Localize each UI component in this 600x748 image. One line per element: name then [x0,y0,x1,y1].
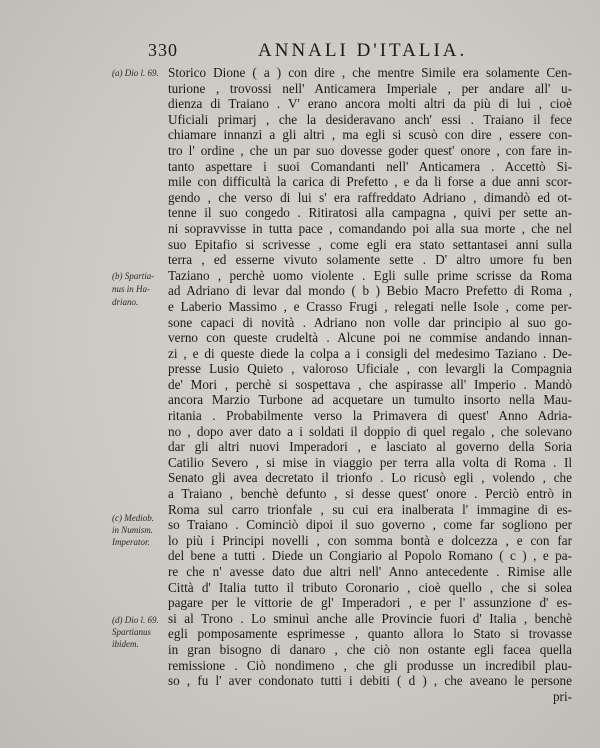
text-line: del bene a tutti . Diede un Congiario al Popolo Romano ( c ) , e pa- [168,548,572,564]
text-line: re che n' avesse dato due altri nell' Anno antecedente . Rimise alle [168,564,572,579]
margin-note: driano. [112,297,139,307]
text-line: sone capaci di novità . Adriano non volle dar principio al suo go- [168,314,572,330]
text-line: tro l' ordine , che un par suo dovesse goder quest' onore , con fare in- [168,142,572,158]
text-line: suo Epitafio si scrivesse , come egli era stato settantasei anni sulla [168,236,572,252]
text-line: egli pomposamente esprimesse , quanto allora lo Stato si trovasse [168,626,572,642]
text-line: Città d' Italia tutto il tributo Coronario , cioè quello , che si solea [168,579,572,595]
text-line: ad Adriano di levar dal mondo ( b ) Bebio Macro Prefetto di Roma , [168,283,572,299]
running-title: ANNALI D'ITALIA. [258,40,468,61]
margin-note: ibidem. [112,639,139,649]
text-line: ritania . Probabilmente verso la Primavera di quest' Anno Adria- [168,408,572,424]
text-line: Senato gli avea decretato il trionfo . Lo ricusò egli , volendo , che [168,470,572,486]
text-line: ancora Marzio Turbone ad acquetare un tumulto insorto nella Mau- [168,392,572,408]
margin-note: Spartianus [112,627,152,637]
text-line: remissione . Ciò nondimeno , che gli produsse un incredibil plau- [168,657,572,673]
text-line: Storico Dione ( a ) con dire , che mentre Simile era solamente Cen- [168,65,572,80]
margin-note: nus in Ha- [112,284,150,294]
text-line: e Laberio Massimo , e Crasso Frugi , relegati nelle Isole , come per- [168,298,572,314]
text-line: verno con queste crudeltà . Alcune poi ne commise andando innan- [168,330,572,346]
margin-note: (c) Mediob. [112,513,154,523]
margin-note: (a) Dio l. 69. [112,68,159,78]
text-line: turione , trovossi nell' Anticamera Imperiale , per andare all' u- [168,80,572,96]
text-line: so , fu l' aver condonato tutti i debiti ( d ) , che aveano le persone [168,673,572,689]
text-line: de' Mori , perchè si sospettava , che aspirasse all' Imperio . Mandò [168,376,572,392]
margin-note: (d) Dio l. 69. [112,615,159,625]
text-line: terra , ed esserne vivuto solamente sette . D' altro umore fu ben [168,252,572,268]
text-line: a Traiano , benchè defunto , si desse quest' onore . Perciò entrò in [168,486,572,502]
text-line: tenne il suo congedo . Ritiratosi alla campagna , quivi per sette an- [168,205,572,221]
text-line: presse Lusio Quieto , valoroso Uficiale , con levargli la Compagnia [168,361,572,377]
text-line: chiamare innanzi a gli altri , ma egli si scusò con dire , essere con- [168,127,572,143]
text-line: pagare per le vittorie de gl' Imperadori , e per l' assunzione d' es- [168,595,572,611]
text-line: tanto aspettare i suoi Comandanti nell' Anticamera . Accettò Si- [168,158,572,174]
text-line: Uficiali primarj , che la desideravano anch' essi . Traiano il fece [168,111,572,127]
text-line: mile con difficultà la carica di Prefetto , e da li forse a due anni scor- [168,174,572,190]
body-text [168,65,572,704]
text-line: in gran bisogno di danaro , che ciò non ostante egli facea quella [168,641,572,657]
text-line: si al Trono . Lo sminuì anche alle Provincie fuori d' Italia , benchè [168,610,572,626]
margin-note: in Numism. [112,525,154,535]
margin-note: (b) Spartia- [112,271,155,281]
text-line: dienza di Traiano . V' erano ancora molti altri da più di lui , cioè [168,96,572,112]
text-line: gendo , che verso di lui s' era raffreddato Adriano , dimandò ed ot- [168,189,572,205]
text-line: lo più i Principi novelli , con somma bontà e dolcezza , e con far [168,532,572,548]
text-line: Taziano , perchè uomo violente . Egli sulle prime scrisse da Roma [168,267,572,283]
text-line: Roma sul carro trionfale , su cui era inalberata l' immagine di es- [168,501,572,517]
page-header [0,38,600,62]
catchword: pri- [552,688,572,704]
margin-note: Imperator. [112,537,150,547]
text-line: ni sopravvisse in tutta pace , comandando poi alla sua morte , che nel [168,220,572,236]
text-line: Catilio Severo , si mise in viaggio per terra alla volta di Roma . Il [168,454,572,470]
page-number: 330 [148,40,178,60]
text-line: dar gli altri nuovi Imperadori , e lasciato al governo della Soria [168,439,572,455]
text-line: no , dopo aver dato a i soldati il doppio di quel regalo , che solevano [168,423,572,439]
text-line: zi , e di queste diede la colpa a i consigli del medesimo Taziano . De- [168,345,572,361]
text-line: so Traiano . Cominciò dipoi il suo governo , come far sogliono per [168,517,572,533]
